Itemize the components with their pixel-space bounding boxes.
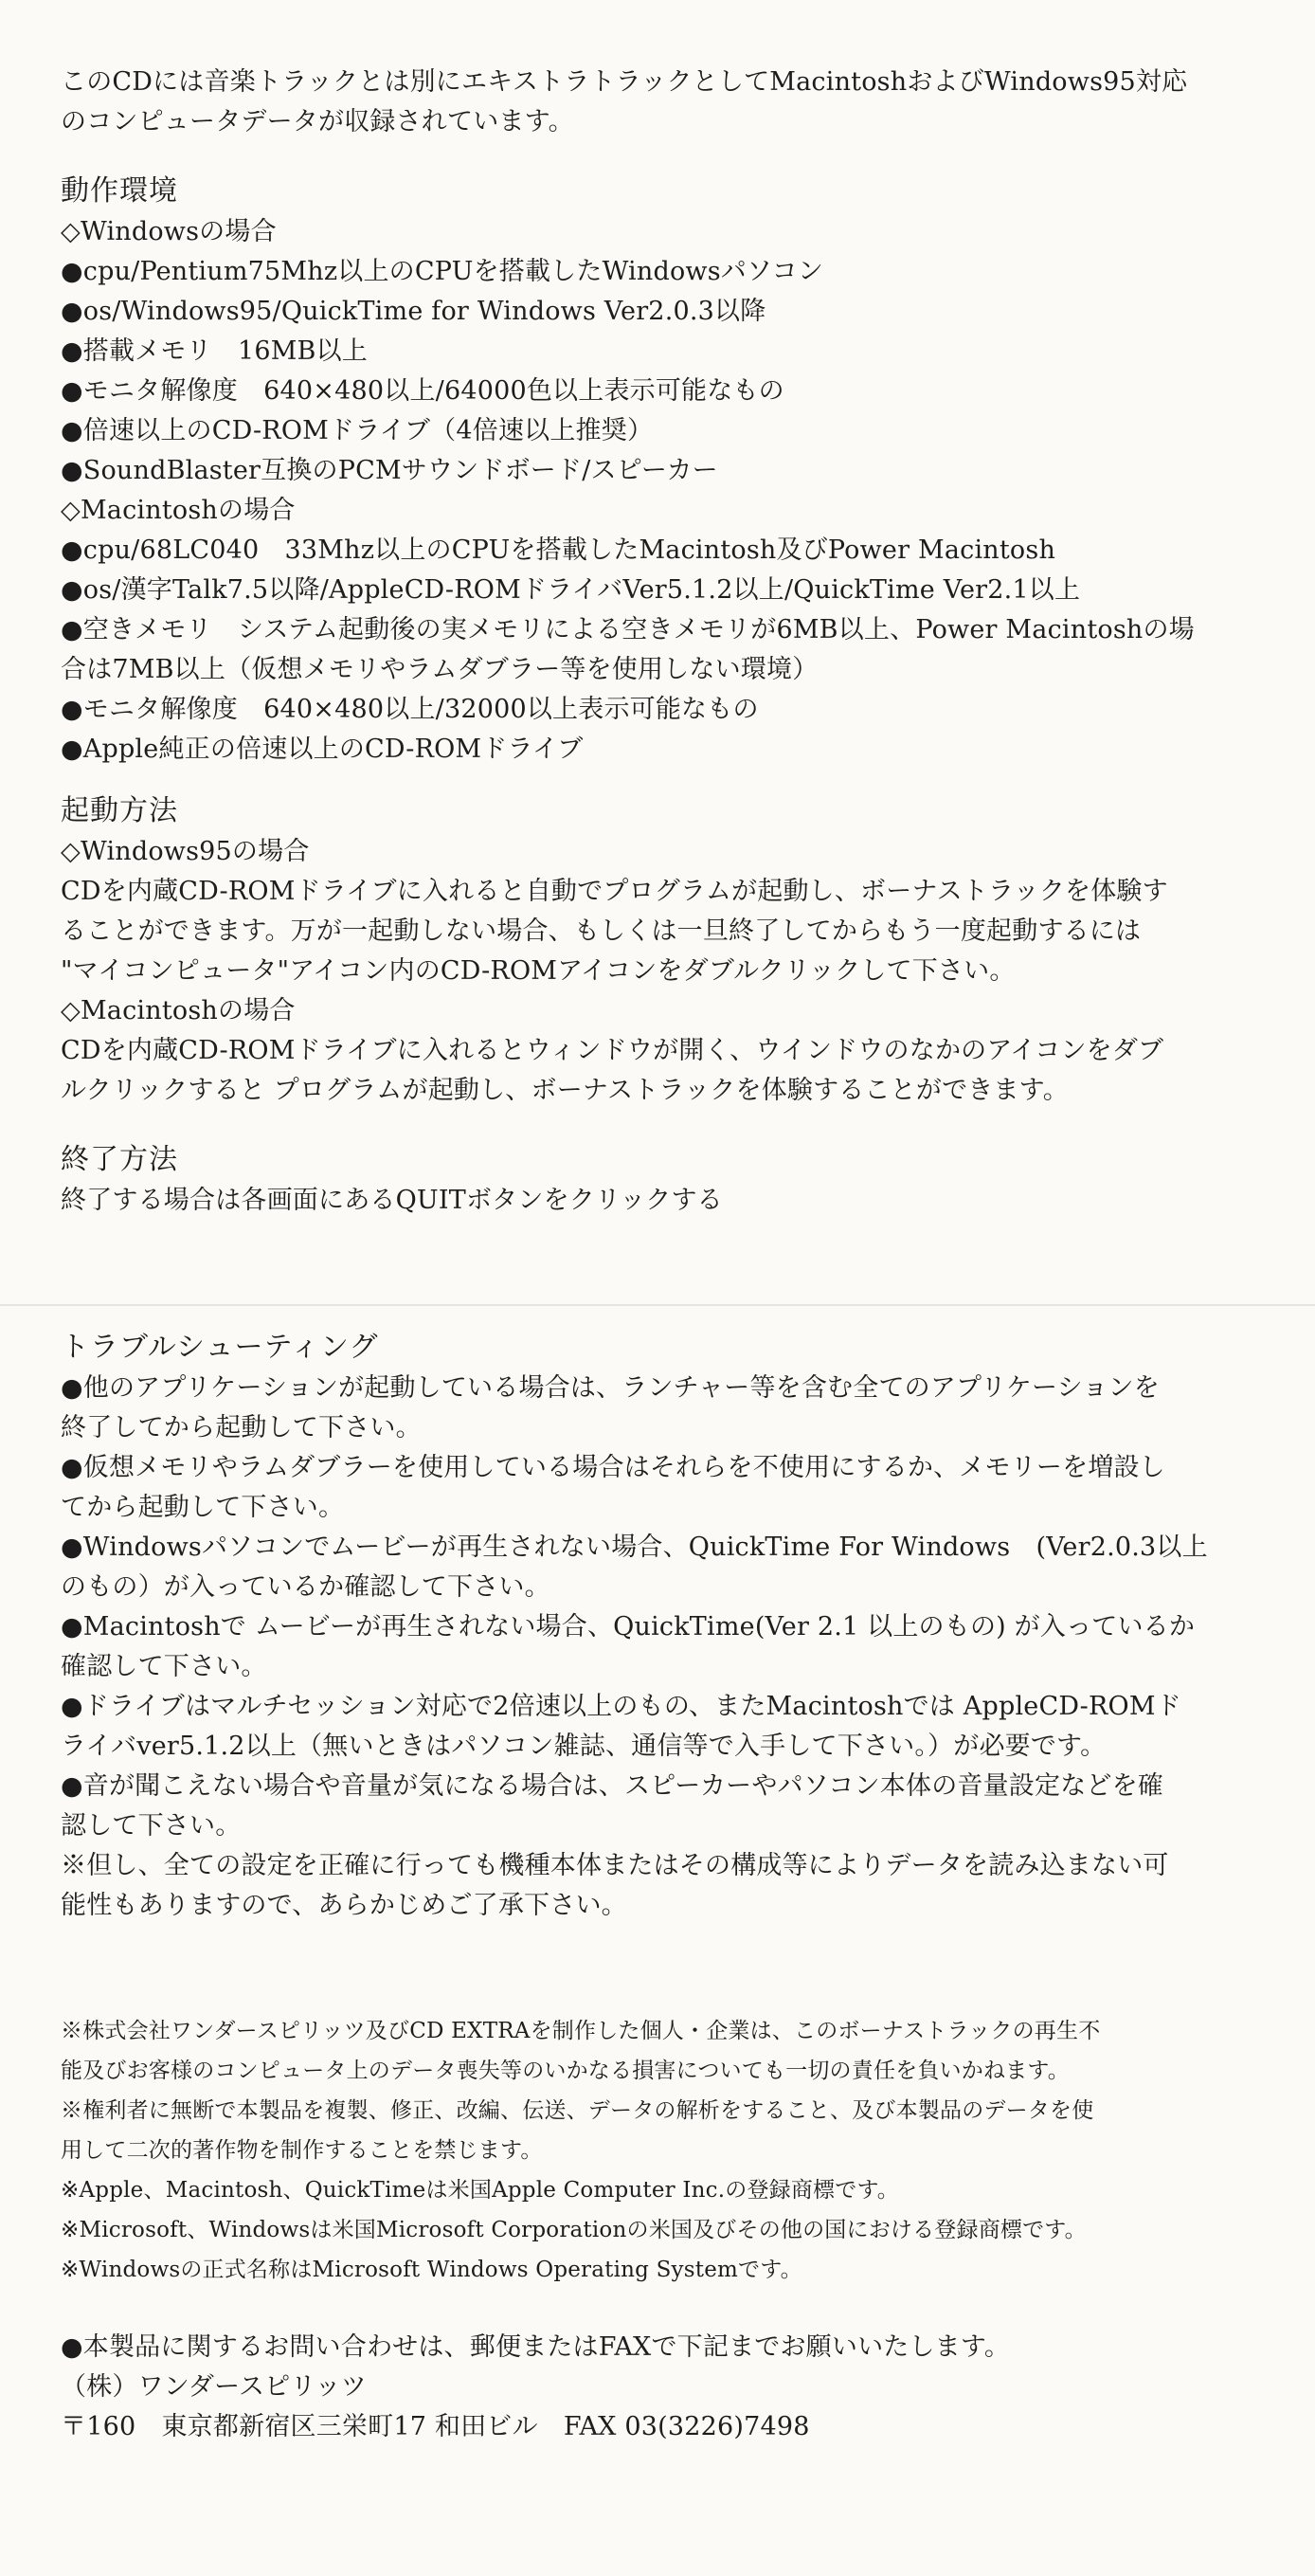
trouble-line: 能性もありますので、あらかじめご了承下さい。 [61,1891,627,1920]
legal-note-line: ※Microsoft、Windowsは米国Microsoft Corporationの米国及びその他の国における登録商標です。 [61,2218,1087,2242]
env-line: ●モニタ解像度 640×480以上/32000以上表示可能なもの [61,695,759,724]
legal-note-line: ※Windowsの正式名称はMicrosoft Windows Operating Systemです。 [61,2258,802,2282]
troubleshooting-content [61,1327,1258,1926]
legal-note-line: ※株式会社ワンダースピリッツ及びCD EXTRAを制作した個人・企業は、このボーナストラックの再生不 [61,2019,1101,2043]
env-line: ●cpu/68LC040 33Mhz以上のCPUを搭載したMacintosh及びPower Macintosh [61,535,1056,565]
startup-line: ることができます。万が一起動しない場合、もしくは一旦終了してからもう一度起動するには [61,916,1142,946]
trouble-line: ライバver5.1.2以上（無いときはパソコン雑誌、通信等で入手して下さい。）が必要です。 [61,1732,1107,1761]
section-heading: 終了方法 [61,1143,178,1176]
section-heading: トラブルシューティング [61,1331,379,1364]
intro-paragraph [61,63,1258,142]
intro-line: のコンピュータデータが収録されています。 [61,107,574,136]
contact-line: ●本製品に関するお問い合わせは、郵便またはFAXで下記までお願いいたします。 [61,2332,1011,2362]
env-line: ●SoundBlaster互換のPCMサウンドボード/スピーカー [61,456,718,485]
troubleshooting-section [61,1327,1258,1926]
trouble-line: 終了してから起動して下さい。 [61,1413,422,1442]
postal-address: 〒160 東京都新宿区三栄町17 和田ビル FAX 03(3226)7498 [61,2412,810,2441]
main-content [61,63,1258,1221]
env-line: ●cpu/Pentium75Mhz以上のCPUを搭載したWindowsパソコン [61,257,824,286]
legal-note-line: ※権利者に無断で本製品を複製、修正、改編、伝送、データの解析をすること、及び本製品のデータを使 [61,2098,1094,2123]
operating-environment-section [61,171,1258,770]
env-line: ●搭載メモリ 16MB以上 [61,336,369,366]
trouble-line: ●Windowsパソコンでムービーが再生されない場合、QuickTime For Windows (Ver2.0.3以上 [61,1533,1208,1562]
startup-line: ルクリックすると プログラムが起動し、ボーナストラックを体験することができます。 [61,1076,1069,1105]
legal-notes [61,2011,1258,2290]
env-line: ◇Windowsの場合 [61,217,277,246]
trouble-line: 確認して下さい。 [61,1652,267,1681]
env-line: ●os/漢字Talk7.5以降/AppleCD-ROMドライバVer5.1.2以上/QuickTime Ver2.1以上 [61,575,1081,605]
trouble-line: のもの）が入っているか確認して下さい。 [61,1572,550,1602]
startup-line: CDを内蔵CD-ROMドライブに入れるとウィンドウが開く、ウインドウのなかのアイコンをダブ [61,1036,1164,1065]
trouble-line: ●他のアプリケーションが起動している場合は、ランチャー等を含む全てのアプリケーションを [61,1373,1160,1403]
exit-section [61,1139,1258,1221]
env-line: ●空きメモリ システム起動後の実メモリによる空きメモリが6MB以上、Power Macintoshの場 [61,615,1195,644]
company-name: （株）ワンダースピリッツ [61,2372,367,2402]
startup-line: ◇Macintoshの場合 [61,996,296,1025]
trouble-line: 認して下さい。 [61,1811,242,1841]
env-line: ●Apple純正の倍速以上のCD-ROMドライブ [61,735,584,764]
trouble-line: ●音が聞こえない場合や音量が気になる場合は、スピーカーやパソコン本体の音量設定などを確 [61,1771,1163,1801]
env-line: ●モニタ解像度 640×480以上/64000色以上表示可能なもの [61,376,784,406]
startup-line: "マイコンピュータ"アイコン内のCD-ROMアイコンをダブルクリックして下さい。 [61,956,1016,986]
exit-line: 終了する場合は各画面にあるQUITボタンをクリックする [61,1186,723,1215]
legal-note-line: ※Apple、Macintosh、QuickTimeは米国Apple Computer Inc.の登録商標です。 [61,2178,900,2203]
legal-note-line: 用して二次的著作物を制作することを禁じます。 [61,2138,543,2163]
intro-line: このCDには音楽トラックとは別にエキストラトラックとしてMacintoshおよびWindows95対応 [61,67,1188,97]
startup-line: ◇Windows95の場合 [61,837,310,866]
trouble-line: ●仮想メモリやラムダブラーを使用している場合はそれらを不使用にするか、メモリーを増設し [61,1453,1165,1482]
env-line: ◇Macintoshの場合 [61,496,296,525]
section-heading: 起動方法 [61,794,178,827]
section-heading: 動作環境 [61,174,178,208]
legal-note-line: 能及びお客様のコンピュータ上のデータ喪失等のいかなる損害についても一切の責任を負いかねます。 [61,2059,1070,2083]
env-line: ●倍速以上のCD-ROMドライブ（4倍速以上推奨） [61,416,654,445]
startup-section [61,790,1258,1111]
trouble-line: ●Macintoshで ムービーが再生されない場合、QuickTime(Ver 2.1 以上のもの) が入っているか [61,1612,1196,1642]
env-line: ●os/Windows95/QuickTime for Windows Ver2.0.3以降 [61,297,766,326]
trouble-line: ※但し、全ての設定を正確に行っても機種本体またはその構成等によりデータを読み込まない可 [61,1851,1169,1880]
env-line: 合は7MB以上（仮想メモリやラムダブラー等を使用しない環境） [61,655,819,684]
trouble-line: ●ドライブはマルチセッション対応で2倍速以上のもの、またMacintoshでは AppleCD-ROMド [61,1692,1181,1721]
trouble-line: てから起動して下さい。 [61,1493,345,1522]
startup-line: CDを内蔵CD-ROMドライブに入れると自動でプログラムが起動し、ボーナストラックを体験す [61,877,1168,906]
contact-info [61,2328,1258,2447]
